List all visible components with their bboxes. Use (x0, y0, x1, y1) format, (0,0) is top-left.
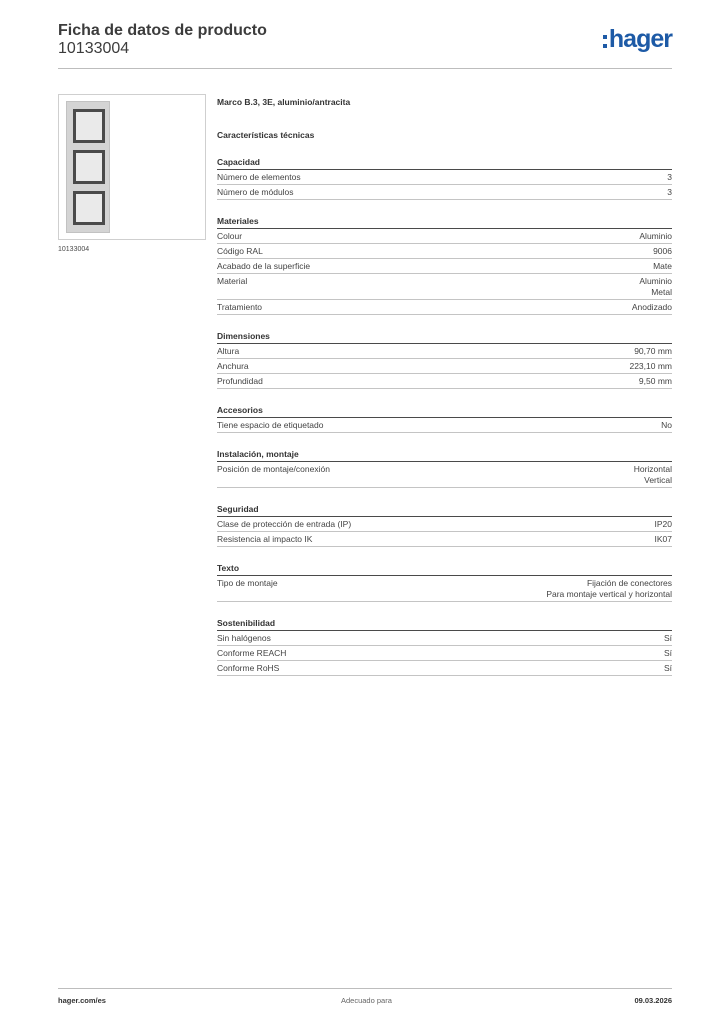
spec-row (217, 359, 672, 374)
spec-value-line: Sí (663, 663, 672, 673)
spec-value (639, 276, 672, 298)
spec-value-line: Horizontal (633, 464, 672, 474)
product-name: Marco B.3, 3E, aluminio/antracita (217, 97, 351, 107)
spec-row (217, 300, 672, 315)
spec-row (217, 229, 672, 244)
spec-value-line: Fijación de conectores (586, 578, 672, 588)
spec-value-line: Metal (651, 287, 672, 297)
spec-label: Número de módulos (217, 187, 294, 197)
spec-label: Código RAL (217, 246, 263, 256)
spec-value (655, 519, 673, 530)
frame-plate-icon (66, 101, 110, 233)
section-title: Materiales (217, 215, 672, 229)
spec-row (217, 170, 672, 185)
image-caption: 10133004 (58, 246, 90, 253)
spec-label: Altura (217, 346, 240, 356)
spec-value-line: No (661, 420, 672, 430)
spec-value-line: 3 (667, 172, 672, 182)
logo-dots-icon (603, 35, 607, 48)
footer-date: 09.03.2026 (634, 996, 672, 1005)
spec-value (664, 663, 672, 674)
spec-row (217, 185, 672, 200)
spec-value (632, 302, 672, 313)
spec-value-line: Aluminio (639, 231, 672, 241)
spec-value (653, 246, 672, 257)
spec-value (629, 361, 672, 372)
spec-value-line: 223,10 mm (629, 361, 672, 371)
section-title: Texto (217, 562, 672, 576)
spec-row (217, 661, 672, 676)
spec-label: Acabado de la superficie (217, 261, 311, 271)
spec-label: Tratamiento (217, 302, 263, 312)
spec-label: Número de elementos (217, 172, 301, 182)
spec-value-line: Para montaje vertical y horizontal (546, 589, 672, 599)
page-title: Ficha de datos de producto (58, 22, 267, 39)
spec-label: Anchura (217, 361, 249, 371)
spec-label: Material (217, 276, 248, 286)
logo-text: hager (608, 25, 672, 53)
spec-value-line: Anodizado (631, 302, 672, 312)
spec-row (217, 344, 672, 359)
spec-value (546, 578, 672, 600)
section-title: Instalación, montaje (217, 448, 672, 462)
spec-value (639, 376, 672, 387)
section-title: Dimensiones (217, 330, 672, 344)
spec-value-line: 9006 (653, 246, 672, 256)
spec-value (653, 261, 672, 272)
spec-label: Conforme RoHS (217, 663, 280, 673)
characteristics-title: Características técnicas (217, 130, 315, 140)
spec-value (639, 231, 672, 242)
spec-value (667, 172, 672, 183)
product-image (58, 94, 206, 240)
spec-value-line: Vertical (644, 475, 672, 485)
spec-value-line: IP20 (654, 519, 672, 529)
spec-value-line: Sí (663, 648, 672, 658)
spec-value-line: 3 (667, 187, 672, 197)
section-title: Accesorios (217, 404, 672, 418)
footer-divider (58, 988, 672, 989)
frame-slot (73, 109, 105, 143)
frame-slot (73, 150, 105, 184)
spec-value (661, 420, 672, 431)
spec-row (217, 462, 672, 488)
footer-website-link[interactable]: hager.com/es (58, 996, 106, 1005)
spec-label: Profundidad (217, 376, 263, 386)
spec-label: Tiene espacio de etiquetado (217, 420, 324, 430)
product-code: 10133004 (58, 40, 130, 57)
spec-value-line: Aluminio (639, 276, 672, 286)
spec-value (664, 633, 672, 644)
spec-value-line: 90,70 mm (634, 346, 672, 356)
header-divider (58, 68, 672, 69)
spec-value (634, 464, 672, 486)
section-title: Sostenibilidad (217, 617, 672, 631)
footer-suitable-for: Adecuado para (341, 996, 392, 1005)
spec-row (217, 646, 672, 661)
frame-slot (73, 191, 105, 225)
hager-logo[interactable] (603, 26, 672, 52)
spec-label: Resistencia al impacto IK (217, 534, 313, 544)
spec-row (217, 274, 672, 300)
spec-label: Colour (217, 231, 243, 241)
spec-value-line: 9,50 mm (638, 376, 672, 386)
spec-row (217, 532, 672, 547)
spec-value (655, 534, 673, 545)
spec-sections (217, 156, 672, 676)
spec-value (667, 187, 672, 198)
spec-row (217, 517, 672, 532)
spec-label: Tipo de montaje (217, 578, 278, 588)
spec-row (217, 244, 672, 259)
section-title: Seguridad (217, 503, 672, 517)
spec-row (217, 259, 672, 274)
spec-label: Clase de protección de entrada (IP) (217, 519, 352, 529)
spec-row (217, 631, 672, 646)
spec-value-line: Sí (663, 633, 672, 643)
spec-label: Sin halógenos (217, 633, 271, 643)
page-footer (58, 996, 672, 1010)
section-title: Capacidad (217, 156, 672, 170)
spec-content (217, 96, 672, 676)
spec-label: Conforme REACH (217, 648, 287, 658)
spec-value (634, 346, 672, 357)
spec-value-line: IK07 (654, 534, 672, 544)
spec-row (217, 374, 672, 389)
spec-value-line: Mate (653, 261, 672, 271)
spec-row (217, 418, 672, 433)
spec-row (217, 576, 672, 602)
spec-value (664, 648, 672, 659)
spec-label: Posición de montaje/conexión (217, 464, 330, 474)
page-header (58, 22, 672, 69)
